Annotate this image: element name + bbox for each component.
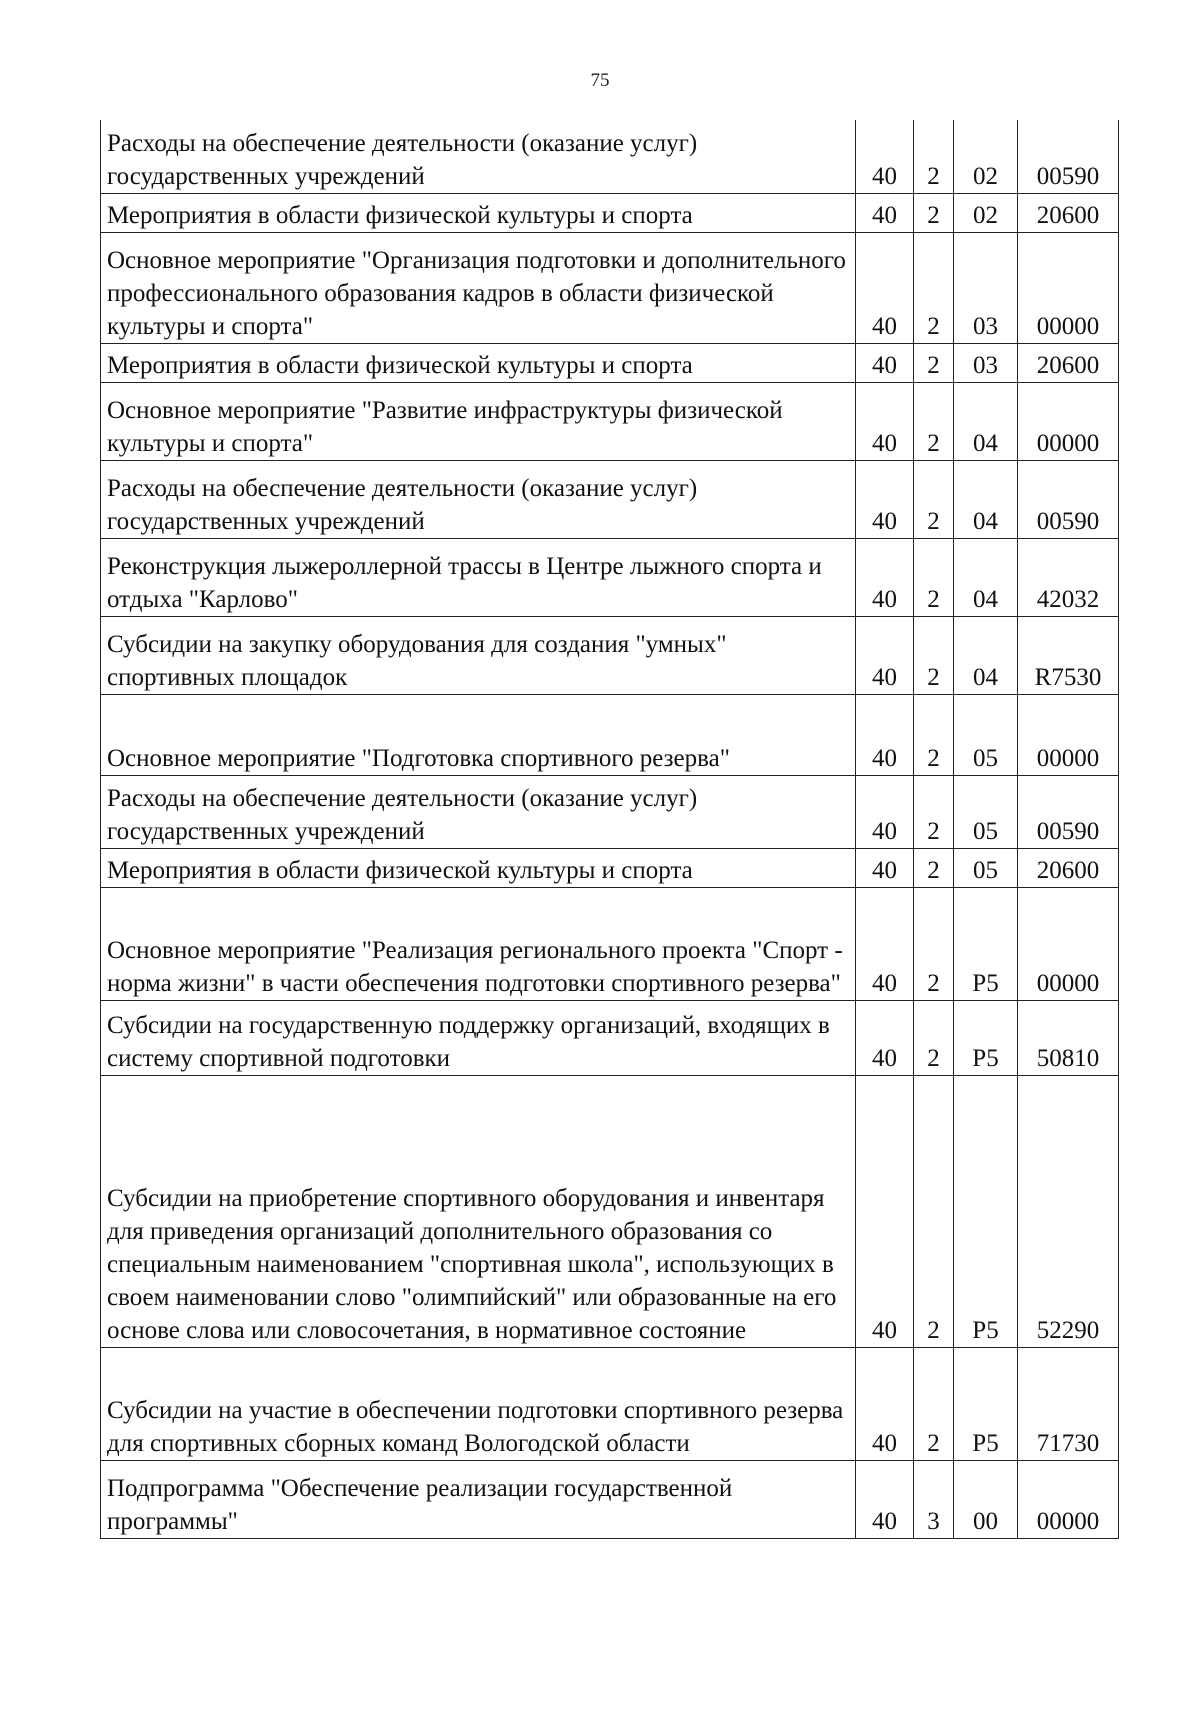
row-code-3: 03 <box>954 232 1018 343</box>
row-code-1: 40 <box>856 1000 914 1075</box>
row-code-3: 05 <box>954 694 1018 775</box>
row-description: Субсидии на закупку оборудования для создания "умных" спортивных площадок <box>101 616 856 694</box>
row-code-2: 2 <box>914 193 954 232</box>
row-code-2: 2 <box>914 120 954 193</box>
row-code-3: 02 <box>954 193 1018 232</box>
row-code-3: 05 <box>954 775 1018 848</box>
row-code-1: 40 <box>856 1347 914 1460</box>
row-description: Основное мероприятие "Организация подготовки и дополнительного профессионального образования кадров в области физической культуры и спорта" <box>101 232 856 343</box>
row-code-4: 71730 <box>1018 1347 1119 1460</box>
row-code-1: 40 <box>856 343 914 382</box>
row-code-1: 40 <box>856 775 914 848</box>
row-code-2: 2 <box>914 1347 954 1460</box>
row-code-2: 2 <box>914 848 954 887</box>
row-code-1: 40 <box>856 887 914 1000</box>
row-description: Субсидии на участие в обеспечении подготовки спортивного резерва для спортивных сборных команд Вологодской области <box>101 1347 856 1460</box>
table-row <box>101 887 1119 1000</box>
row-code-3: 03 <box>954 343 1018 382</box>
table-row <box>101 1347 1119 1460</box>
row-code-4: 00590 <box>1018 460 1119 538</box>
row-code-4: 00590 <box>1018 775 1119 848</box>
row-code-3: P5 <box>954 1347 1018 1460</box>
row-code-2: 2 <box>914 343 954 382</box>
row-description: Основное мероприятие "Развитие инфраструктуры физической культуры и спорта" <box>101 382 856 460</box>
row-code-3: P5 <box>954 887 1018 1000</box>
row-description: Субсидии на приобретение спортивного оборудования и инвентаря для приведения организаций дополнительного образования со специальным наименованием "спортивная школа", использующих в своем наименовании слово "олимпийский" или образованные на его основе слова или словосочетания, в нормативное состояние <box>101 1075 856 1347</box>
row-code-3: 02 <box>954 120 1018 193</box>
row-code-4: 20600 <box>1018 193 1119 232</box>
table-row <box>101 1000 1119 1075</box>
row-code-3: P5 <box>954 1000 1018 1075</box>
row-code-2: 2 <box>914 775 954 848</box>
page-number: 75 <box>590 70 610 91</box>
table-row <box>101 1075 1119 1347</box>
row-code-4: R7530 <box>1018 616 1119 694</box>
row-code-1: 40 <box>856 193 914 232</box>
row-code-3: 05 <box>954 848 1018 887</box>
row-code-1: 40 <box>856 460 914 538</box>
row-code-4: 42032 <box>1018 538 1119 616</box>
row-code-1: 40 <box>856 848 914 887</box>
table-row <box>101 848 1119 887</box>
table-row <box>101 120 1119 193</box>
table-row <box>101 343 1119 382</box>
row-code-2: 3 <box>914 1460 954 1538</box>
row-code-4: 20600 <box>1018 343 1119 382</box>
row-description: Подпрограмма "Обеспечение реализации государственной программы" <box>101 1460 856 1538</box>
row-code-4: 50810 <box>1018 1000 1119 1075</box>
row-code-2: 2 <box>914 232 954 343</box>
row-description: Расходы на обеспечение деятельности (оказание услуг) государственных учреждений <box>101 460 856 538</box>
row-description: Субсидии на государственную поддержку организаций, входящих в систему спортивной подготовки <box>101 1000 856 1075</box>
row-code-2: 2 <box>914 887 954 1000</box>
row-description: Мероприятия в области физической культуры и спорта <box>101 848 856 887</box>
row-description: Расходы на обеспечение деятельности (оказание услуг) государственных учреждений <box>101 775 856 848</box>
table-row <box>101 616 1119 694</box>
row-code-1: 40 <box>856 120 914 193</box>
row-code-1: 40 <box>856 232 914 343</box>
row-code-3: 04 <box>954 538 1018 616</box>
row-code-3: P5 <box>954 1075 1018 1347</box>
row-description: Расходы на обеспечение деятельности (оказание услуг) государственных учреждений <box>101 120 856 193</box>
row-code-2: 2 <box>914 1000 954 1075</box>
row-code-1: 40 <box>856 1460 914 1538</box>
row-description: Основное мероприятие "Подготовка спортивного резерва" <box>101 694 856 775</box>
table-row <box>101 1460 1119 1538</box>
row-code-1: 40 <box>856 382 914 460</box>
row-description: Мероприятия в области физической культуры и спорта <box>101 343 856 382</box>
row-code-2: 2 <box>914 460 954 538</box>
row-code-4: 00000 <box>1018 232 1119 343</box>
row-code-1: 40 <box>856 538 914 616</box>
row-code-4: 20600 <box>1018 848 1119 887</box>
row-code-4: 00000 <box>1018 382 1119 460</box>
row-code-1: 40 <box>856 616 914 694</box>
row-code-3: 04 <box>954 616 1018 694</box>
row-code-4: 00590 <box>1018 120 1119 193</box>
row-code-1: 40 <box>856 694 914 775</box>
row-code-2: 2 <box>914 616 954 694</box>
row-code-2: 2 <box>914 538 954 616</box>
table-row <box>101 232 1119 343</box>
row-code-2: 2 <box>914 382 954 460</box>
row-code-1: 40 <box>856 1075 914 1347</box>
row-code-3: 04 <box>954 460 1018 538</box>
budget-classification-table <box>100 120 1119 1539</box>
row-code-4: 00000 <box>1018 694 1119 775</box>
row-code-4: 52290 <box>1018 1075 1119 1347</box>
table-row <box>101 382 1119 460</box>
table-row <box>101 775 1119 848</box>
row-code-4: 00000 <box>1018 887 1119 1000</box>
table-row <box>101 460 1119 538</box>
row-code-4: 00000 <box>1018 1460 1119 1538</box>
row-code-2: 2 <box>914 694 954 775</box>
row-code-3: 04 <box>954 382 1018 460</box>
row-description: Мероприятия в области физической культуры и спорта <box>101 193 856 232</box>
row-code-3: 00 <box>954 1460 1018 1538</box>
table-row <box>101 694 1119 775</box>
row-code-2: 2 <box>914 1075 954 1347</box>
row-description: Основное мероприятие "Реализация регионального проекта "Спорт - норма жизни" в части обеспечения подготовки спортивного резерва" <box>101 887 856 1000</box>
table-row <box>101 538 1119 616</box>
table-row <box>101 193 1119 232</box>
row-description: Реконструкция лыжероллерной трассы в Центре лыжного спорта и отдыха "Карлово" <box>101 538 856 616</box>
